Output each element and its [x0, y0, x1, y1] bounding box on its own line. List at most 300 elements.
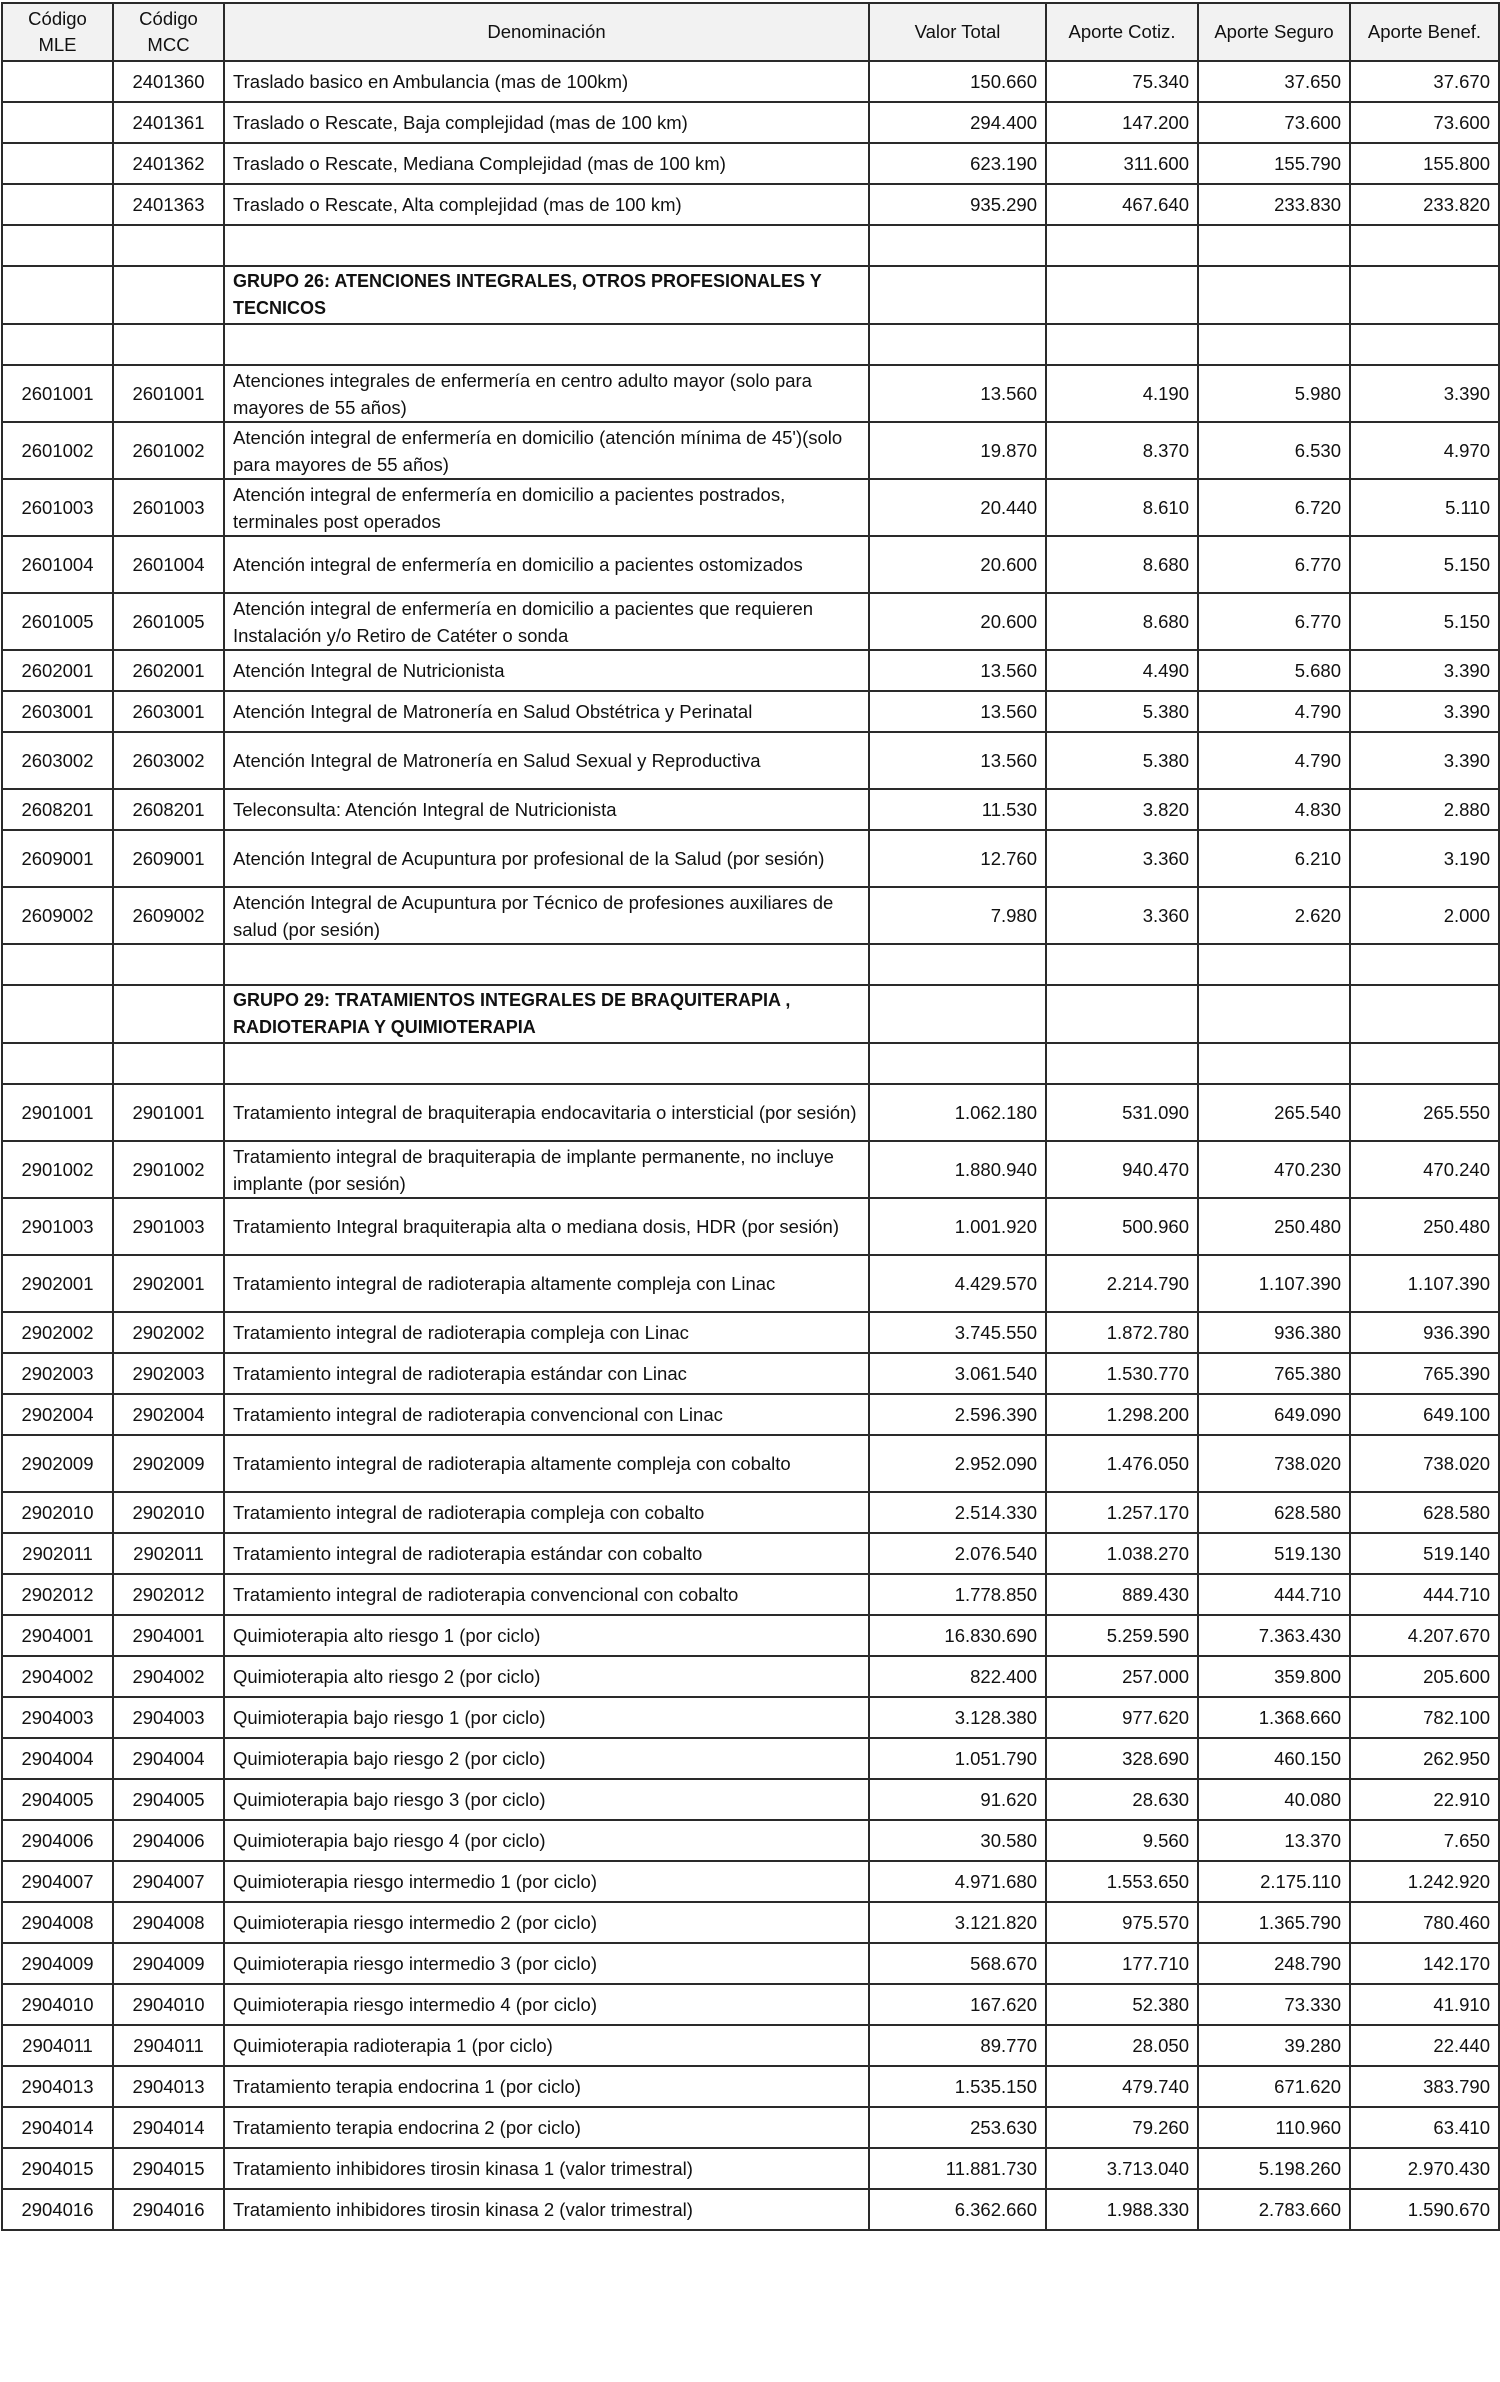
aporte-cotiz-cell: 479.740 [1046, 2066, 1198, 2107]
aporte-cotiz-cell [1046, 266, 1198, 324]
codigo-mcc-cell: 2904004 [113, 1738, 224, 1779]
codigo-mcc-cell: 2904013 [113, 2066, 224, 2107]
aporte-benef-cell: 738.020 [1350, 1435, 1499, 1492]
denominacion-cell: Tratamiento inhibidores tirosin kinasa 1 (valor trimestral) [224, 2148, 869, 2189]
table-row [2, 2189, 1499, 2230]
aporte-cotiz-cell: 500.960 [1046, 1198, 1198, 1255]
aporte-benef-cell: 782.100 [1350, 1697, 1499, 1738]
codigo-mcc-cell: 2904007 [113, 1861, 224, 1902]
table-row [2, 732, 1499, 789]
codigo-mcc-cell: 2609001 [113, 830, 224, 887]
aporte-seguro-cell: 460.150 [1198, 1738, 1350, 1779]
aporte-benef-cell: 233.820 [1350, 184, 1499, 225]
aporte-benef-cell: 936.390 [1350, 1312, 1499, 1353]
aporte-seguro-cell: 738.020 [1198, 1435, 1350, 1492]
aporte-seguro-cell: 2.783.660 [1198, 2189, 1350, 2230]
codigo-mle-cell [2, 1043, 113, 1084]
valor-total-cell: 2.952.090 [869, 1435, 1046, 1492]
spacer-row [2, 944, 1499, 985]
aporte-benef-cell [1350, 225, 1499, 266]
aporte-seguro-cell: 6.720 [1198, 479, 1350, 536]
table-row [2, 2107, 1499, 2148]
denominacion-cell: Atención Integral de Nutricionista [224, 650, 869, 691]
aporte-seguro-cell: 110.960 [1198, 2107, 1350, 2148]
aporte-benef-cell: 5.150 [1350, 593, 1499, 650]
codigo-mle-cell: 2609001 [2, 830, 113, 887]
codigo-mcc-cell: 2608201 [113, 789, 224, 830]
aporte-seguro-cell: 73.330 [1198, 1984, 1350, 2025]
table-row [2, 479, 1499, 536]
denominacion-cell: Tratamiento terapia endocrina 2 (por ciclo) [224, 2107, 869, 2148]
denominacion-cell: Teleconsulta: Atención Integral de Nutricionista [224, 789, 869, 830]
denominacion-cell: Quimioterapia alto riesgo 1 (por ciclo) [224, 1615, 869, 1656]
valor-total-cell: 89.770 [869, 2025, 1046, 2066]
aporte-cotiz-cell: 1.988.330 [1046, 2189, 1198, 2230]
aporte-cotiz-cell: 9.560 [1046, 1820, 1198, 1861]
aporte-benef-cell: 2.880 [1350, 789, 1499, 830]
denominacion-cell: Atención Integral de Matronería en Salud Obstétrica y Perinatal [224, 691, 869, 732]
codigo-mcc-cell: 2902002 [113, 1312, 224, 1353]
group-header-row [2, 985, 1499, 1043]
aporte-cotiz-cell: 940.470 [1046, 1141, 1198, 1198]
valor-total-cell: 13.560 [869, 650, 1046, 691]
aporte-benef-cell: 205.600 [1350, 1656, 1499, 1697]
valor-total-cell: 167.620 [869, 1984, 1046, 2025]
codigo-mle-cell: 2904005 [2, 1779, 113, 1820]
aporte-seguro-cell: 73.600 [1198, 102, 1350, 143]
codigo-mle-cell [2, 225, 113, 266]
codigo-mcc-cell: 2901002 [113, 1141, 224, 1198]
codigo-mle-cell: 2901001 [2, 1084, 113, 1141]
codigo-mcc-cell: 2902004 [113, 1394, 224, 1435]
header-row [2, 3, 1499, 61]
codigo-mcc-cell: 2904005 [113, 1779, 224, 1820]
table-row [2, 184, 1499, 225]
aporte-seguro-cell: 649.090 [1198, 1394, 1350, 1435]
codigo-mle-cell: 2902010 [2, 1492, 113, 1533]
aporte-seguro-cell: 2.620 [1198, 887, 1350, 944]
denominacion-cell: Quimioterapia radioterapia 1 (por ciclo) [224, 2025, 869, 2066]
valor-total-cell: 3.121.820 [869, 1902, 1046, 1943]
aporte-benef-cell: 3.390 [1350, 650, 1499, 691]
aporte-benef-cell: 265.550 [1350, 1084, 1499, 1141]
denominacion-cell: Quimioterapia bajo riesgo 1 (por ciclo) [224, 1697, 869, 1738]
aporte-cotiz-cell: 3.820 [1046, 789, 1198, 830]
valor-total-cell [869, 944, 1046, 985]
aporte-seguro-cell: 39.280 [1198, 2025, 1350, 2066]
aporte-cotiz-cell [1046, 985, 1198, 1043]
denominacion-cell: Quimioterapia bajo riesgo 3 (por ciclo) [224, 1779, 869, 1820]
valor-total-cell: 935.290 [869, 184, 1046, 225]
table-row [2, 691, 1499, 732]
aporte-seguro-cell [1198, 266, 1350, 324]
aporte-seguro-cell: 6.210 [1198, 830, 1350, 887]
spacer-row [2, 1043, 1499, 1084]
header-codigo-mcc: Código MCC [113, 3, 224, 61]
codigo-mle-cell [2, 944, 113, 985]
codigo-mcc-cell: 2904001 [113, 1615, 224, 1656]
codigo-mle-cell: 2904011 [2, 2025, 113, 2066]
aporte-benef-cell: 4.970 [1350, 422, 1499, 479]
denominacion-cell: Tratamiento integral de braquiterapia endocavitaria o intersticial (por sesión) [224, 1084, 869, 1141]
aporte-benef-cell: 41.910 [1350, 1984, 1499, 2025]
aporte-benef-cell: 262.950 [1350, 1738, 1499, 1779]
codigo-mcc-cell: 2602001 [113, 650, 224, 691]
table-row [2, 1902, 1499, 1943]
denominacion-cell: Tratamiento terapia endocrina 1 (por ciclo) [224, 2066, 869, 2107]
codigo-mle-cell: 2904014 [2, 2107, 113, 2148]
valor-total-cell: 16.830.690 [869, 1615, 1046, 1656]
codigo-mcc-cell: 2904016 [113, 2189, 224, 2230]
aporte-seguro-cell: 628.580 [1198, 1492, 1350, 1533]
codigo-mcc-cell: 2601004 [113, 536, 224, 593]
valor-total-cell: 13.560 [869, 732, 1046, 789]
table-body [2, 61, 1499, 2230]
aporte-benef-cell: 1.242.920 [1350, 1861, 1499, 1902]
aporte-seguro-cell: 250.480 [1198, 1198, 1350, 1255]
denominacion-cell: Atención Integral de Matronería en Salud Sexual y Reproductiva [224, 732, 869, 789]
denominacion-cell: Traslado o Rescate, Mediana Complejidad (mas de 100 km) [224, 143, 869, 184]
aporte-benef-cell: 470.240 [1350, 1141, 1499, 1198]
table-row [2, 61, 1499, 102]
aporte-seguro-cell: 4.830 [1198, 789, 1350, 830]
valor-total-cell: 1.778.850 [869, 1574, 1046, 1615]
aporte-benef-cell: 628.580 [1350, 1492, 1499, 1533]
codigo-mle-cell [2, 61, 113, 102]
denominacion-cell: Quimioterapia riesgo intermedio 2 (por ciclo) [224, 1902, 869, 1943]
aporte-cotiz-cell: 889.430 [1046, 1574, 1198, 1615]
aporte-seguro-cell: 233.830 [1198, 184, 1350, 225]
denominacion-cell: Atención integral de enfermería en domicilio a pacientes postrados, terminales post operados [224, 479, 869, 536]
denominacion-cell: Tratamiento integral de braquiterapia de implante permanente, no incluye implante (por sesión) [224, 1141, 869, 1198]
denominacion-cell: Atención integral de enfermería en domicilio (atención mínima de 45')(solo para mayores de 55 años) [224, 422, 869, 479]
codigo-mle-cell: 2904001 [2, 1615, 113, 1656]
valor-total-cell: 3.128.380 [869, 1697, 1046, 1738]
valor-total-cell: 150.660 [869, 61, 1046, 102]
aporte-benef-cell: 22.440 [1350, 2025, 1499, 2066]
codigo-mle-cell: 2904002 [2, 1656, 113, 1697]
codigo-mcc-cell: 2904003 [113, 1697, 224, 1738]
aporte-cotiz-cell: 1.257.170 [1046, 1492, 1198, 1533]
aporte-cotiz-cell: 5.380 [1046, 732, 1198, 789]
denominacion-cell: Tratamiento integral de radioterapia convencional con Linac [224, 1394, 869, 1435]
aporte-benef-cell: 780.460 [1350, 1902, 1499, 1943]
aporte-cotiz-cell: 257.000 [1046, 1656, 1198, 1697]
aporte-benef-cell: 3.390 [1350, 365, 1499, 422]
denominacion-cell: Atención Integral de Acupuntura por profesional de la Salud (por sesión) [224, 830, 869, 887]
table-row [2, 143, 1499, 184]
aporte-seguro-cell: 444.710 [1198, 1574, 1350, 1615]
table-row [2, 1255, 1499, 1312]
valor-total-cell: 11.881.730 [869, 2148, 1046, 2189]
table-row [2, 1656, 1499, 1697]
aporte-cotiz-cell: 3.713.040 [1046, 2148, 1198, 2189]
denominacion-cell: Traslado o Rescate, Baja complejidad (mas de 100 km) [224, 102, 869, 143]
aporte-benef-cell [1350, 266, 1499, 324]
aporte-benef-cell: 3.390 [1350, 732, 1499, 789]
denominacion-cell [224, 324, 869, 365]
codigo-mle-cell: 2608201 [2, 789, 113, 830]
aporte-cotiz-cell: 28.630 [1046, 1779, 1198, 1820]
valor-total-cell: 91.620 [869, 1779, 1046, 1820]
valor-total-cell: 20.600 [869, 593, 1046, 650]
aporte-benef-cell: 250.480 [1350, 1198, 1499, 1255]
aporte-cotiz-cell: 4.490 [1046, 650, 1198, 691]
table-row [2, 1084, 1499, 1141]
table-row [2, 2025, 1499, 2066]
denominacion-cell: Atención integral de enfermería en domicilio a pacientes que requieren Instalación y/o Retiro de Catéter o sonda [224, 593, 869, 650]
aporte-cotiz-cell: 5.380 [1046, 691, 1198, 732]
aporte-seguro-cell: 37.650 [1198, 61, 1350, 102]
aporte-cotiz-cell: 5.259.590 [1046, 1615, 1198, 1656]
table-row [2, 422, 1499, 479]
codigo-mle-cell: 2901002 [2, 1141, 113, 1198]
table-row [2, 1861, 1499, 1902]
codigo-mcc-cell: 2904010 [113, 1984, 224, 2025]
valor-total-cell: 30.580 [869, 1820, 1046, 1861]
valor-total-cell: 568.670 [869, 1943, 1046, 1984]
denominacion-cell: Atención Integral de Acupuntura por Técnico de profesiones auxiliares de salud (por sesión) [224, 887, 869, 944]
table-row [2, 1435, 1499, 1492]
aporte-seguro-cell: 519.130 [1198, 1533, 1350, 1574]
aporte-cotiz-cell: 28.050 [1046, 2025, 1198, 2066]
aporte-cotiz-cell: 2.214.790 [1046, 1255, 1198, 1312]
table-row [2, 1198, 1499, 1255]
aporte-benef-cell: 5.150 [1350, 536, 1499, 593]
valor-total-cell: 3.745.550 [869, 1312, 1046, 1353]
header-aporte-cotiz: Aporte Cotiz. [1046, 3, 1198, 61]
table-row [2, 887, 1499, 944]
aporte-benef-cell: 63.410 [1350, 2107, 1499, 2148]
codigo-mle-cell [2, 324, 113, 365]
table-row [2, 1141, 1499, 1198]
valor-total-cell: 2.596.390 [869, 1394, 1046, 1435]
denominacion-cell: Tratamiento integral de radioterapia altamente compleja con cobalto [224, 1435, 869, 1492]
table-row [2, 1615, 1499, 1656]
codigo-mcc-cell [113, 985, 224, 1043]
aporte-seguro-cell: 6.530 [1198, 422, 1350, 479]
aporte-cotiz-cell: 1.872.780 [1046, 1312, 1198, 1353]
aporte-cotiz-cell: 4.190 [1046, 365, 1198, 422]
valor-total-cell: 4.971.680 [869, 1861, 1046, 1902]
codigo-mcc-cell: 2603001 [113, 691, 224, 732]
aporte-cotiz-cell: 147.200 [1046, 102, 1198, 143]
table-row [2, 536, 1499, 593]
codigo-mle-cell: 2904008 [2, 1902, 113, 1943]
aporte-seguro-cell [1198, 944, 1350, 985]
valor-total-cell: 1.001.920 [869, 1198, 1046, 1255]
table-row [2, 1312, 1499, 1353]
aporte-cotiz-cell: 75.340 [1046, 61, 1198, 102]
codigo-mcc-cell [113, 266, 224, 324]
codigo-mcc-cell: 2601003 [113, 479, 224, 536]
codigo-mcc-cell [113, 324, 224, 365]
aporte-seguro-cell [1198, 1043, 1350, 1084]
codigo-mle-cell: 2609002 [2, 887, 113, 944]
codigo-mle-cell: 2901003 [2, 1198, 113, 1255]
aporte-benef-cell: 5.110 [1350, 479, 1499, 536]
aporte-seguro-cell: 5.680 [1198, 650, 1350, 691]
header-codigo-mle: Código MLE [2, 3, 113, 61]
codigo-mle-cell: 2904016 [2, 2189, 113, 2230]
codigo-mcc-cell: 2902010 [113, 1492, 224, 1533]
aporte-seguro-cell: 671.620 [1198, 2066, 1350, 2107]
codigo-mle-cell: 2603002 [2, 732, 113, 789]
aporte-cotiz-cell [1046, 944, 1198, 985]
codigo-mle-cell: 2902004 [2, 1394, 113, 1435]
aporte-seguro-cell: 6.770 [1198, 536, 1350, 593]
aporte-benef-cell: 37.670 [1350, 61, 1499, 102]
aporte-seguro-cell: 6.770 [1198, 593, 1350, 650]
valor-total-cell: 1.880.940 [869, 1141, 1046, 1198]
table-row [2, 1353, 1499, 1394]
aporte-seguro-cell: 248.790 [1198, 1943, 1350, 1984]
valor-total-cell: 2.514.330 [869, 1492, 1046, 1533]
aporte-benef-cell: 383.790 [1350, 2066, 1499, 2107]
aporte-seguro-cell: 5.198.260 [1198, 2148, 1350, 2189]
aporte-benef-cell [1350, 985, 1499, 1043]
codigo-mcc-cell: 2603002 [113, 732, 224, 789]
valor-total-cell: 6.362.660 [869, 2189, 1046, 2230]
codigo-mcc-cell: 2904011 [113, 2025, 224, 2066]
aporte-seguro-cell: 7.363.430 [1198, 1615, 1350, 1656]
aporte-cotiz-cell: 8.610 [1046, 479, 1198, 536]
codigo-mle-cell: 2601001 [2, 365, 113, 422]
codigo-mle-cell: 2902011 [2, 1533, 113, 1574]
aporte-benef-cell: 7.650 [1350, 1820, 1499, 1861]
aporte-benef-cell [1350, 944, 1499, 985]
aporte-benef-cell: 2.000 [1350, 887, 1499, 944]
aporte-seguro-cell: 1.365.790 [1198, 1902, 1350, 1943]
codigo-mle-cell [2, 266, 113, 324]
codigo-mle-cell: 2904007 [2, 1861, 113, 1902]
denominacion-cell: Quimioterapia riesgo intermedio 1 (por ciclo) [224, 1861, 869, 1902]
aporte-cotiz-cell: 8.680 [1046, 593, 1198, 650]
codigo-mcc-cell: 2401362 [113, 143, 224, 184]
table-row [2, 789, 1499, 830]
codigo-mcc-cell: 2609002 [113, 887, 224, 944]
codigo-mle-cell: 2904015 [2, 2148, 113, 2189]
table-row [2, 650, 1499, 691]
codigo-mcc-cell: 2902011 [113, 1533, 224, 1574]
aporte-benef-cell: 142.170 [1350, 1943, 1499, 1984]
aporte-seguro-cell: 470.230 [1198, 1141, 1350, 1198]
table-row [2, 1533, 1499, 1574]
valor-total-cell: 623.190 [869, 143, 1046, 184]
table-row [2, 1697, 1499, 1738]
aporte-benef-cell: 519.140 [1350, 1533, 1499, 1574]
codigo-mle-cell: 2603001 [2, 691, 113, 732]
denominacion-cell: Atención integral de enfermería en domicilio a pacientes ostomizados [224, 536, 869, 593]
denominacion-cell [224, 225, 869, 266]
aporte-seguro-cell: 40.080 [1198, 1779, 1350, 1820]
aporte-benef-cell: 649.100 [1350, 1394, 1499, 1435]
denominacion-cell [224, 944, 869, 985]
aporte-cotiz-cell: 79.260 [1046, 2107, 1198, 2148]
valor-total-cell: 1.051.790 [869, 1738, 1046, 1779]
denominacion-cell: Traslado o Rescate, Alta complejidad (mas de 100 km) [224, 184, 869, 225]
aporte-benef-cell: 73.600 [1350, 102, 1499, 143]
aporte-benef-cell: 3.390 [1350, 691, 1499, 732]
codigo-mcc-cell: 2401360 [113, 61, 224, 102]
valor-total-cell: 13.560 [869, 365, 1046, 422]
table-row [2, 365, 1499, 422]
denominacion-cell: Quimioterapia riesgo intermedio 3 (por ciclo) [224, 1943, 869, 1984]
valor-total-cell: 7.980 [869, 887, 1046, 944]
aporte-cotiz-cell: 975.570 [1046, 1902, 1198, 1943]
codigo-mcc-cell: 2902001 [113, 1255, 224, 1312]
codigo-mle-cell [2, 985, 113, 1043]
codigo-mcc-cell [113, 944, 224, 985]
table-row [2, 1943, 1499, 1984]
valor-total-cell: 12.760 [869, 830, 1046, 887]
valor-total-cell [869, 225, 1046, 266]
denominacion-cell: Tratamiento integral de radioterapia estándar con Linac [224, 1353, 869, 1394]
header-denominacion: Denominación [224, 3, 869, 61]
denominacion-cell: GRUPO 26: ATENCIONES INTEGRALES, OTROS PROFESIONALES Y TECNICOS [224, 266, 869, 324]
denominacion-cell: Quimioterapia riesgo intermedio 4 (por ciclo) [224, 1984, 869, 2025]
codigo-mle-cell [2, 102, 113, 143]
aporte-seguro-cell: 2.175.110 [1198, 1861, 1350, 1902]
valor-total-cell: 13.560 [869, 691, 1046, 732]
valor-total-cell: 2.076.540 [869, 1533, 1046, 1574]
valor-total-cell: 4.429.570 [869, 1255, 1046, 1312]
aporte-cotiz-cell: 311.600 [1046, 143, 1198, 184]
aporte-benef-cell: 22.910 [1350, 1779, 1499, 1820]
codigo-mcc-cell: 2904014 [113, 2107, 224, 2148]
codigo-mle-cell: 2904003 [2, 1697, 113, 1738]
denominacion-cell: Tratamiento integral de radioterapia estándar con cobalto [224, 1533, 869, 1574]
table-row [2, 830, 1499, 887]
aporte-cotiz-cell: 8.680 [1046, 536, 1198, 593]
aporte-benef-cell [1350, 324, 1499, 365]
codigo-mle-cell: 2904010 [2, 1984, 113, 2025]
codigo-mle-cell [2, 184, 113, 225]
aporte-seguro-cell: 1.107.390 [1198, 1255, 1350, 1312]
codigo-mcc-cell: 2904009 [113, 1943, 224, 1984]
aporte-cotiz-cell: 52.380 [1046, 1984, 1198, 2025]
aporte-cotiz-cell: 1.476.050 [1046, 1435, 1198, 1492]
aporte-cotiz-cell [1046, 324, 1198, 365]
aporte-seguro-cell: 765.380 [1198, 1353, 1350, 1394]
denominacion-cell: Tratamiento inhibidores tirosin kinasa 2 (valor trimestral) [224, 2189, 869, 2230]
denominacion-cell: Quimioterapia bajo riesgo 2 (por ciclo) [224, 1738, 869, 1779]
aporte-benef-cell: 444.710 [1350, 1574, 1499, 1615]
aporte-cotiz-cell: 1.530.770 [1046, 1353, 1198, 1394]
denominacion-cell: Tratamiento integral de radioterapia convencional con cobalto [224, 1574, 869, 1615]
aporte-cotiz-cell: 177.710 [1046, 1943, 1198, 1984]
table-row [2, 1984, 1499, 2025]
codigo-mle-cell: 2904004 [2, 1738, 113, 1779]
codigo-mcc-cell: 2902012 [113, 1574, 224, 1615]
codigo-mle-cell: 2904009 [2, 1943, 113, 1984]
aporte-benef-cell: 1.107.390 [1350, 1255, 1499, 1312]
codigo-mcc-cell: 2601002 [113, 422, 224, 479]
denominacion-cell: Quimioterapia alto riesgo 2 (por ciclo) [224, 1656, 869, 1697]
codigo-mle-cell [2, 143, 113, 184]
valor-total-cell: 20.600 [869, 536, 1046, 593]
aporte-seguro-cell [1198, 985, 1350, 1043]
header-valor-total: Valor Total [869, 3, 1046, 61]
aporte-seguro-cell: 4.790 [1198, 732, 1350, 789]
spacer-row [2, 324, 1499, 365]
aporte-seguro-cell [1198, 324, 1350, 365]
codigo-mle-cell: 2602001 [2, 650, 113, 691]
codigo-mle-cell: 2601004 [2, 536, 113, 593]
aporte-cotiz-cell: 328.690 [1046, 1738, 1198, 1779]
aporte-seguro-cell: 265.540 [1198, 1084, 1350, 1141]
table-row [2, 2148, 1499, 2189]
